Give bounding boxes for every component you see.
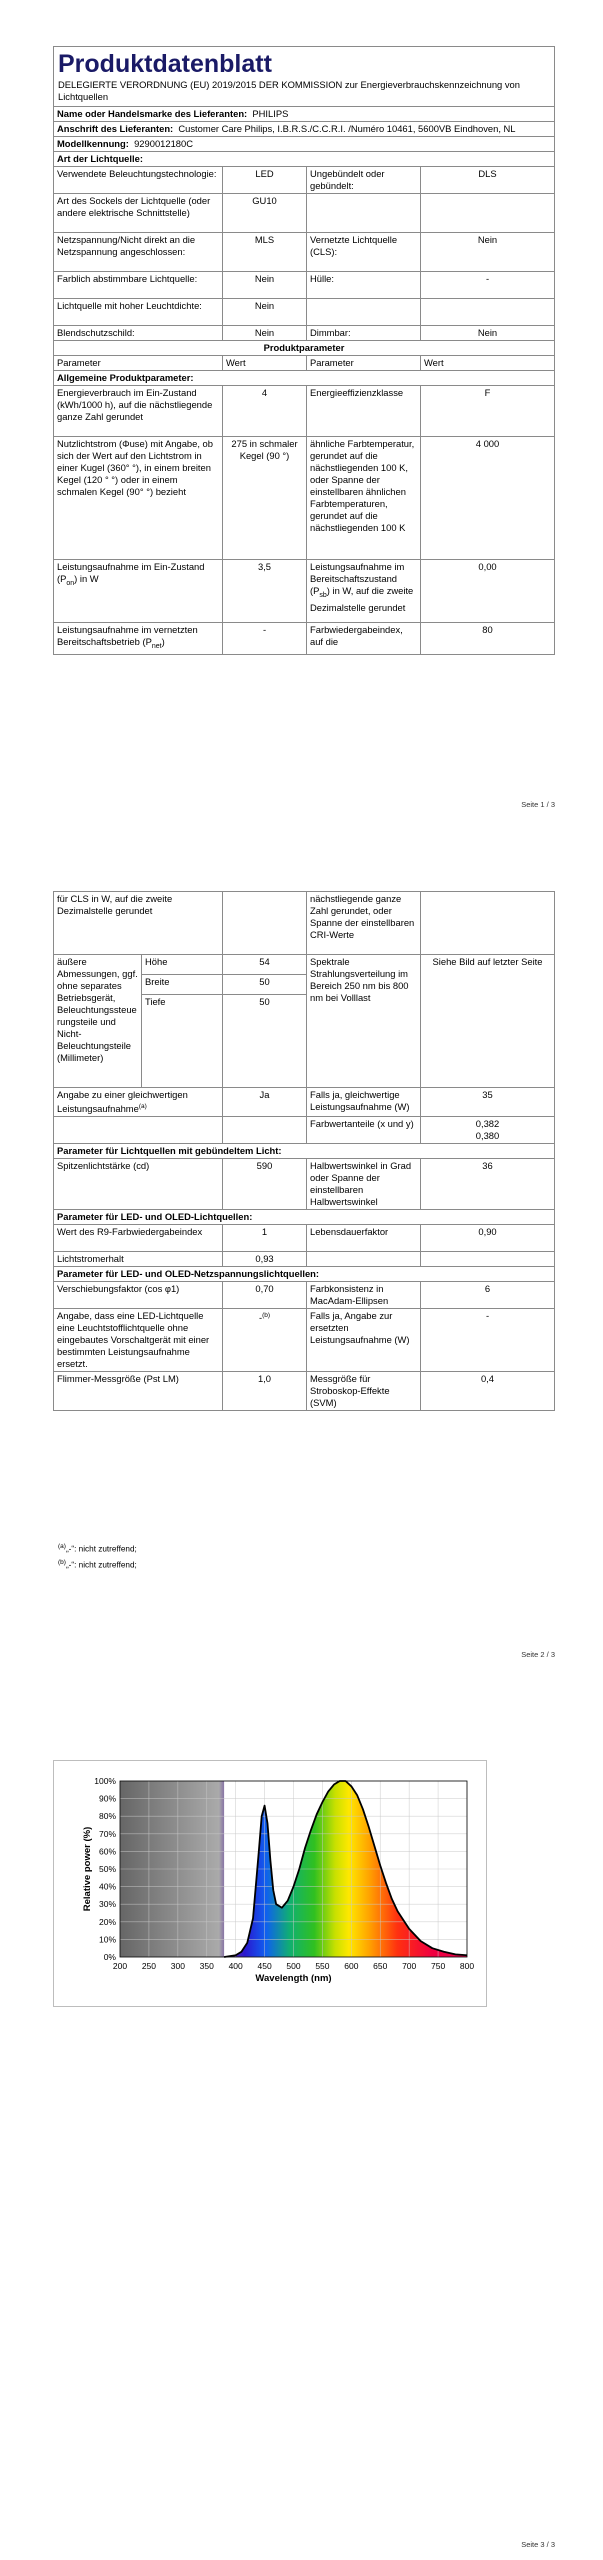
footnote-a-mark: (a)	[58, 1543, 66, 1550]
supplier-address-value: Customer Care Philips, I.B.R.S./C.C.R.I. /Numéro 10461, 5600VB Eindhoven, NL	[178, 123, 516, 134]
footnote-b	[58, 1556, 137, 1572]
column-header-value: Wert	[421, 356, 555, 371]
type-value: Nein	[421, 326, 555, 341]
y-tick-label: 20%	[98, 1916, 116, 1927]
type-value: Nein	[223, 299, 307, 326]
x-tick-label: 200	[112, 1961, 128, 1971]
flicker-row	[54, 1372, 555, 1411]
y-tick-label: 90%	[98, 1793, 116, 1804]
dimensions-label: äußere Abmessungen, ggf. ohne separates Betriebsgerät, Beleuchtungssteuerungsteile und Nicht-Beleuchtungsteile (Millimeter)	[54, 955, 142, 1088]
supplier-name-row	[54, 107, 555, 122]
maint-row	[54, 1252, 555, 1267]
product-datasheet-table-page1	[53, 46, 555, 655]
disp-label: Verschiebungsfaktor (cos φ1)	[54, 1282, 223, 1309]
dimension-key: Breite	[142, 975, 223, 995]
page-1	[0, 0, 603, 810]
dimension-value: 50	[223, 995, 307, 1088]
column-header-value: Wert	[223, 356, 307, 371]
empty-cell	[54, 1117, 223, 1144]
page-number: Seite 1 / 3	[521, 800, 555, 809]
document-title: Produktdatenblatt	[58, 50, 272, 78]
param-value: 80	[421, 623, 555, 655]
column-header-parameter: Parameter	[307, 356, 421, 371]
dims-row-height	[54, 955, 555, 975]
type-value	[421, 299, 555, 326]
model-label: Modellkennung:	[57, 138, 129, 149]
page-number: Seite 2 / 3	[521, 1650, 555, 1659]
empty-cell	[223, 1117, 307, 1144]
param-label-text: Leistungsaufnahme im Bereitschaftszustand (P	[310, 561, 405, 596]
supplier-name-value: PHILIPS	[252, 108, 289, 119]
type-label: Dimmbar:	[307, 326, 421, 341]
x-tick-label: 650	[373, 1961, 388, 1971]
type-label	[307, 299, 421, 326]
type-value: -	[421, 272, 555, 299]
r9-label: Wert des R9-Farbwiedergabeindex	[54, 1225, 223, 1252]
replace-label: Angabe, dass eine LED-Lichtquelle eine Leuchtstofflichtquelle ohne eingebautes Vorschaltgerät mit einer bestimmten Leistungsaufnahme ersetzt.	[54, 1309, 223, 1372]
directional-header: Parameter für Lichtquellen mit gebündeltem Licht:	[54, 1144, 555, 1159]
param-label	[307, 560, 421, 623]
param-label: Nutzlichtstrom (Φuse) mit Angabe, ob sich der Wert auf den Lichtstrom in einer Kugel (360° °), in einem breiten Kegel (120 ° °) oder in einem schmalen Kegel (90° °) bezieht	[54, 437, 223, 560]
type-row-6	[54, 326, 555, 341]
dimension-value: 50	[223, 975, 307, 995]
footnote-b-mark: (b)	[58, 1558, 66, 1566]
type-value: Nein	[223, 272, 307, 299]
lightsource-type-header: Art der Lichtquelle:	[54, 152, 555, 167]
type-row-3	[54, 233, 555, 272]
type-value: MLS	[223, 233, 307, 272]
x-tick-label: 700	[402, 1961, 417, 1971]
chroma-row	[54, 1117, 555, 1144]
param-label-text: Leistungsaufnahme im Ein-Zustand (P	[57, 561, 205, 584]
param-label: ähnliche Farbtemperatur, gerundet auf die nächstliegenden 100 K, oder Spanne der einstellbaren ähnlichen Farbtemperaturen, gerundet auf die nächstliegenden 100 K	[307, 437, 421, 560]
y-tick-label: 50%	[98, 1864, 116, 1874]
param-label-end: )	[161, 636, 165, 647]
type-value	[421, 194, 555, 233]
x-tick-label: 350	[199, 1961, 214, 1971]
strobo-label: Messgröße für Stroboskop-Effekte (SVM)	[307, 1372, 421, 1411]
equiv-row	[54, 1088, 555, 1117]
param-label-end: ) in W	[74, 573, 99, 584]
param-value: 4 000	[421, 437, 555, 560]
param-label: Farbwiedergabeindex, auf die	[307, 623, 421, 655]
beam-label: Halbwertswinkel in Grad oder Spanne der einstellbaren Halbwertswinkel	[307, 1159, 421, 1210]
strobo-value: 0,4	[421, 1372, 555, 1411]
type-row-5	[54, 299, 555, 326]
page-2	[0, 880, 603, 1680]
equiv-label	[54, 1088, 223, 1117]
param-value: 0,00	[421, 560, 555, 623]
equiv-power-value: 35	[421, 1088, 555, 1117]
page-number: Seite 3 / 3	[521, 2540, 555, 2549]
type-value: GU10	[223, 194, 307, 233]
footnote-b-text: „-“: nicht zutreffend;	[65, 1560, 137, 1570]
disp-row	[54, 1282, 555, 1309]
dimension-value: 54	[223, 955, 307, 975]
x-tick-label: 300	[170, 1961, 185, 1971]
r9-row	[54, 1225, 555, 1252]
general-row-4	[54, 623, 555, 655]
type-value: Nein	[421, 233, 555, 272]
footnote-mark: (a)	[138, 1103, 147, 1110]
beam-value: 36	[421, 1159, 555, 1210]
mains-header: Parameter für LED- und OLED-Netzspannungslichtquellen:	[54, 1267, 555, 1282]
chroma-y: 0,380	[475, 1130, 500, 1142]
type-label: Verwendete Beleuchtungstechnologie:	[54, 167, 223, 194]
type-label: Lichtquelle mit hoher Leuchtdichte:	[54, 299, 223, 326]
empty-cell	[307, 1252, 421, 1267]
param-value: F	[421, 386, 555, 437]
empty-cell	[421, 1252, 555, 1267]
consist-label: Farbkonsistenz in MacAdam-Ellipsen	[307, 1282, 421, 1309]
type-label: Hülle:	[307, 272, 421, 299]
footnote-a	[58, 1540, 137, 1556]
general-params-header: Allgemeine Produktparameter:	[54, 371, 555, 386]
x-tick-label: 750	[430, 1961, 446, 1971]
y-tick-label: 30%	[98, 1899, 116, 1910]
chroma-x: 0,382	[475, 1118, 500, 1130]
equiv-value: Ja	[223, 1088, 307, 1117]
product-params-header: Produktparameter	[54, 341, 555, 356]
y-tick-label: 70%	[98, 1828, 116, 1839]
x-tick-label: 500	[286, 1961, 301, 1971]
param-value	[223, 892, 307, 955]
peak-value: 590	[223, 1159, 307, 1210]
footnote-a-text: „-“: nicht zutreffend;	[65, 1544, 137, 1554]
param-label-sub: sb	[319, 591, 327, 599]
x-tick-label: 450	[257, 1961, 272, 1971]
replace-power-label: Falls ja, Angabe zur ersetzten Leistungsaufnahme (W)	[307, 1309, 421, 1372]
page-3	[0, 1740, 603, 2560]
type-value: DLS	[421, 167, 555, 194]
model-value: 9290012180C	[134, 138, 194, 149]
replace-power-value: -	[421, 1309, 555, 1372]
param-label	[54, 560, 223, 623]
param-value: 3,5	[223, 560, 307, 623]
title-block	[54, 47, 555, 107]
replace-row	[54, 1309, 555, 1372]
param-value: -	[223, 623, 307, 655]
dimension-key: Tiefe	[142, 995, 223, 1088]
y-axis-label: Relative power (%)	[82, 1826, 93, 1912]
type-label: Vernetzte Lichtquelle (CLS):	[307, 233, 421, 272]
flicker-label: Flimmer-Messgröße (Pst LM)	[54, 1372, 223, 1411]
x-tick-label: 550	[315, 1961, 330, 1971]
footnotes	[58, 1540, 137, 1571]
type-label	[307, 194, 421, 233]
spectral-label: Spektrale Strahlungsverteilung im Bereich 250 nm bis 800 nm bei Volllast	[307, 955, 421, 1088]
footnote-mark: (b)	[262, 1312, 271, 1320]
type-row-4	[54, 272, 555, 299]
param-value: 275 in schmaler Kegel (90 °)	[223, 437, 307, 560]
peak-label: Spitzenlichtstärke (cd)	[54, 1159, 223, 1210]
continued-row	[54, 892, 555, 955]
dimension-key: Höhe	[142, 955, 223, 975]
type-label: Farblich abstimmbare Lichtquelle:	[54, 272, 223, 299]
spectral-value: Siehe Bild auf letzter Seite	[421, 955, 555, 1088]
x-tick-label: 400	[228, 1961, 243, 1971]
supplier-address-label: Anschrift des Lieferanten:	[57, 123, 174, 134]
param-label-end: ) in W, auf die zweite Dezimalstelle gerundet	[310, 585, 414, 613]
param-label	[54, 623, 223, 655]
document-subtitle: DELEGIERTE VERORDNUNG (EU) 2019/2015 DER KOMMISSION zur Energieverbrauchskennzeichnung von Lichtquellen	[58, 79, 520, 102]
x-tick-label: 800	[459, 1961, 475, 1971]
y-tick-label: 0%	[103, 1952, 116, 1962]
type-label: Ungebündelt oder gebündelt:	[307, 167, 421, 194]
model-row	[54, 137, 555, 152]
x-tick-label: 250	[141, 1961, 157, 1971]
type-row-1	[54, 167, 555, 194]
y-tick-label: 100%	[94, 1776, 116, 1786]
param-value: 4	[223, 386, 307, 437]
type-label: Art des Sockels der Lichtquelle (oder andere elektrische Schnittstelle)	[54, 194, 223, 233]
r9-value: 1	[223, 1225, 307, 1252]
maint-value: 0,93	[223, 1252, 307, 1267]
disp-value: 0,70	[223, 1282, 307, 1309]
flicker-value: 1,0	[223, 1372, 307, 1411]
equiv-label-text: Angabe zu einer gleichwertigen Leistungsaufnahme	[57, 1089, 188, 1115]
param-label: Energieeffizienzklasse	[307, 386, 421, 437]
y-tick-label: 80%	[98, 1811, 116, 1822]
param-value	[421, 892, 555, 955]
survival-value: 0,90	[421, 1225, 555, 1252]
column-header-row	[54, 356, 555, 371]
replace-value-text: -	[258, 1312, 263, 1324]
param-label: Energieverbrauch im Ein-Zustand (kWh/1000 h), auf die nächstliegende ganze Zahl gerundet	[54, 386, 223, 437]
param-label: nächstliegende ganze Zahl gerundet, oder Spanne der einstellbaren CRI-Werte	[307, 892, 421, 955]
type-row-2	[54, 194, 555, 233]
param-label-sub: on	[66, 579, 75, 587]
type-label: Netzspannung/Nicht direkt an die Netzspannung angeschlossen:	[54, 233, 223, 272]
survival-label: Lebensdauerfaktor	[307, 1225, 421, 1252]
type-value: LED	[223, 167, 307, 194]
x-tick-label: 600	[344, 1961, 359, 1971]
param-label-text: Leistungsaufnahme im vernetzten Bereitschaftsbetrieb (P	[57, 624, 198, 647]
replace-value	[223, 1309, 307, 1372]
x-axis-label: Wavelength (nm)	[255, 1973, 332, 1984]
y-tick-label: 40%	[98, 1881, 116, 1892]
peak-row	[54, 1159, 555, 1210]
chroma-values	[421, 1117, 555, 1144]
column-header-parameter: Parameter	[54, 356, 223, 371]
general-row-1	[54, 386, 555, 437]
chroma-label: Farbwertanteile (x und y)	[307, 1117, 421, 1144]
param-label: für CLS in W, auf die zweite Dezimalstelle gerundet	[54, 892, 223, 955]
param-label-sub: net	[151, 642, 162, 650]
consist-value: 6	[421, 1282, 555, 1309]
type-value: Nein	[223, 326, 307, 341]
led-header: Parameter für LED- und OLED-Lichtquellen:	[54, 1210, 555, 1225]
y-tick-label: 60%	[98, 1846, 116, 1857]
type-label: Blendschutzschild:	[54, 326, 223, 341]
maint-label: Lichtstromerhalt	[54, 1252, 223, 1267]
y-tick-label: 10%	[98, 1934, 116, 1945]
supplier-name-label: Name oder Handelsmarke des Lieferanten:	[57, 108, 248, 119]
product-datasheet-table-page2	[53, 891, 555, 1411]
supplier-address-row	[54, 122, 555, 137]
general-row-3	[54, 560, 555, 623]
equiv-power-label: Falls ja, gleichwertige Leistungsaufnahme (W)	[307, 1088, 421, 1117]
general-row-2	[54, 437, 555, 560]
